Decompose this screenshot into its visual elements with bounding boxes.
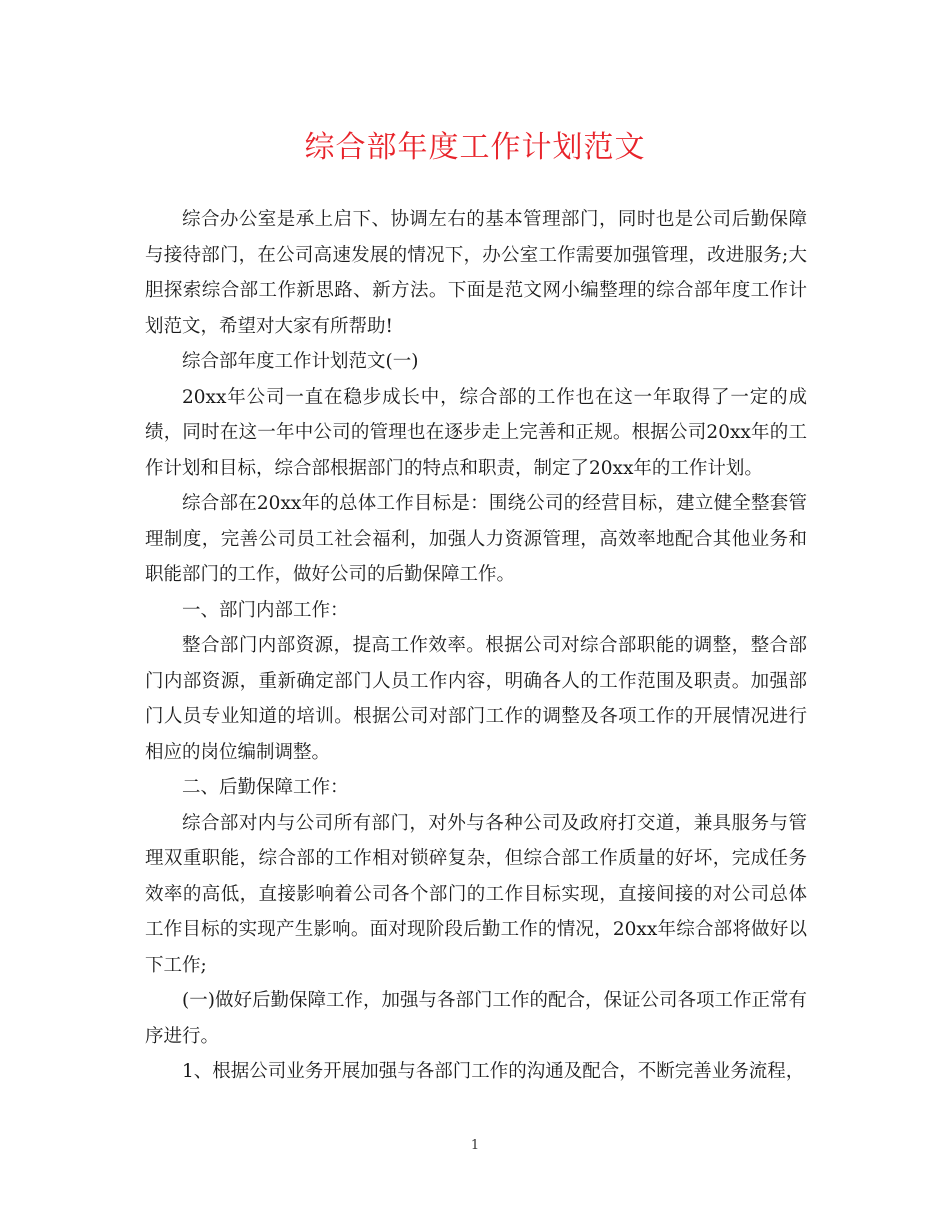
paragraph-intro: 综合办公室是承上启下、协调左右的基本管理部门，同时也是公司后勤保障与接待部门，在公司高速发展的情况下，办公室工作需要加强管理，改进服务;大胆探索综合部工作新思路、新方法。下面是范文网小编整理的综合部年度工作计划范文，希望对大家有所帮助! xyxy=(145,209,807,337)
paragraph-year-summary: 20xx年公司一直在稳步成长中，综合部的工作也在这一年取得了一定的成绩，同时在这一年中公司的管理也在逐步走上完善和正规。根据公司20xx年的工作计划和目标，综合部根据部门的特点和职责，制定了20xx年的工作计划。 xyxy=(145,386,807,479)
paragraph-heading-internal: 一、部门内部工作： xyxy=(182,599,349,621)
paragraph-internal-work: 整合部门内部资源，提高工作效率。根据公司对综合部职能的调整，整合部门内部资源，重新确定部门人员工作内容，明确各人的工作范围及职责。加强部门人员专业知道的培训。根据公司对部门工作的调整及各项工作的开展情况进行相应的岗位编制调整。 xyxy=(145,635,807,763)
paragraph-section-heading: 综合部年度工作计划范文(一) xyxy=(182,351,419,372)
page-number: 1 xyxy=(470,1138,480,1153)
paragraph-heading-logistics: 二、后勤保障工作： xyxy=(182,777,349,798)
paragraph-logistics-work: 综合部对内与公司所有部门，对外与各种公司及政府打交道，兼具服务与管理双重职能，综合部的工作相对锁碎复杂，但综合部工作质量的好坏，完成任务效率的高低，直接影响着公司各个部门的工作目标实现，直接间接的对公司总体工作目标的实现产生影响。面对现阶段后勤工作的情况，20xx年综合部将做好以下工作; xyxy=(145,812,807,976)
paragraph-subheading-one: (一)做好后勤保障工作，加强与各部门工作的配合，保证公司各项工作正常有序进行。 xyxy=(145,990,807,1047)
document-title: 综合部年度工作计划范文 xyxy=(304,130,646,165)
document-body xyxy=(145,202,807,1090)
paragraph-overall-goal: 综合部在20xx年的总体工作目标是：围绕公司的经营目标，建立健全整套管理制度，完善公司员工社会福利，加强人力资源管理，高效率地配合其他业务和职能部门的工作，做好公司的后勤保障工作。 xyxy=(145,493,807,585)
paragraph-item-one: 1、根据公司业务开展加强与各部门工作的沟通及配合，不断完善业务流程， xyxy=(182,1061,805,1082)
